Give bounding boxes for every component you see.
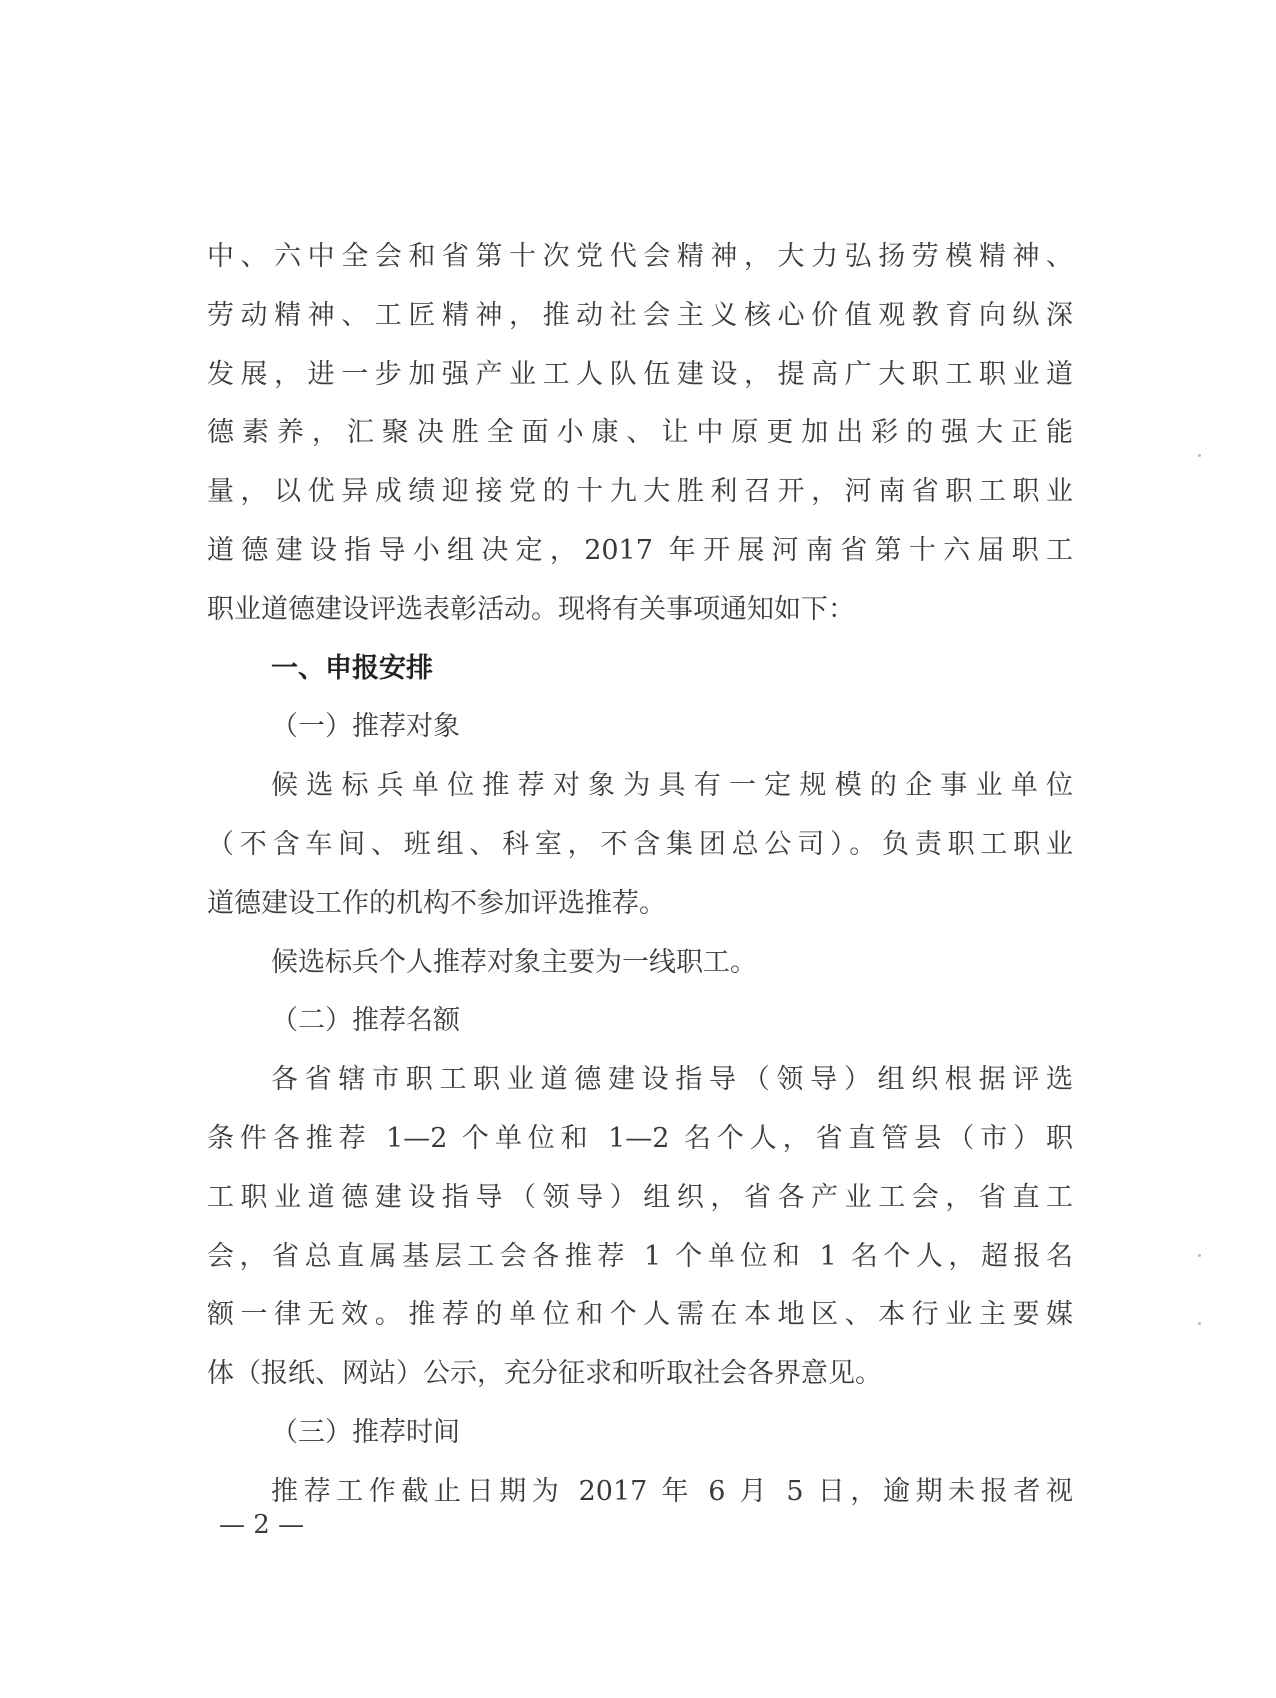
body-line: 中、六中全会和省第十次党代会精神，大力弘扬劳模精神、: [207, 241, 1073, 272]
subsection-heading: （一）推荐对象: [271, 711, 460, 743]
body-line: 推荐工作截止日期为 2017 年 6 月 5 日，逾期未报者视: [271, 1475, 1073, 1507]
subsection-heading: （二）推荐名额: [271, 1005, 460, 1037]
body-line: 道德建设工作的机构不参加评选推荐。: [207, 887, 666, 919]
body-line: 职业道德建设评选表彰活动。现将有关事项通知如下：: [207, 593, 855, 625]
body-line: 各省辖市职工职业道德建设指导（领导）组织根据评选: [271, 1064, 1073, 1096]
document-body: [207, 228, 1073, 1522]
body-line: 工职业道德建设指导（领导）组织，省各产业工会，省直工: [207, 1181, 1073, 1213]
body-line: 候选标兵个人推荐对象主要为一线职工。: [271, 946, 757, 978]
body-line: 候选标兵单位推荐对象为具有一定规模的企事业单位: [271, 770, 1073, 802]
body-line: 体（报纸、网站）公示，充分征求和听取社会各界意见。: [207, 1358, 882, 1390]
body-line: 劳动精神、工匠精神，推动社会主义核心价值观教育向纵深: [207, 299, 1073, 331]
scan-speck: [1198, 454, 1201, 457]
scan-speck: [1198, 1254, 1201, 1257]
subsection-heading: （三）推荐时间: [271, 1416, 460, 1448]
body-line: 发展，进一步加强产业工人队伍建设，提高广大职工职业道: [207, 358, 1073, 390]
body-line: 德素养，汇聚决胜全面小康、让中原更加出彩的强大正能: [207, 417, 1073, 449]
body-line: （不含车间、班组、科室，不含集团总公司）。负责职工职业: [207, 828, 1073, 860]
section-heading: 一、申报安排: [271, 652, 433, 684]
body-line: 量，以优异成绩迎接党的十九大胜利召开，河南省职工职业: [207, 476, 1073, 508]
page-number: — 2 —: [219, 1510, 305, 1540]
body-line: 条件各推荐 1—2 个单位和 1—2 名个人，省直管县（市）职: [207, 1122, 1073, 1154]
scan-speck: [1198, 1322, 1201, 1325]
body-line: 道德建设指导小组决定，2017 年开展河南省第十六届职工: [207, 534, 1073, 566]
body-line: 额一律无效。推荐的单位和个人需在本地区、本行业主要媒: [207, 1299, 1073, 1331]
body-line: 会，省总直属基层工会各推荐 1 个单位和 1 名个人，超报名: [207, 1240, 1073, 1272]
